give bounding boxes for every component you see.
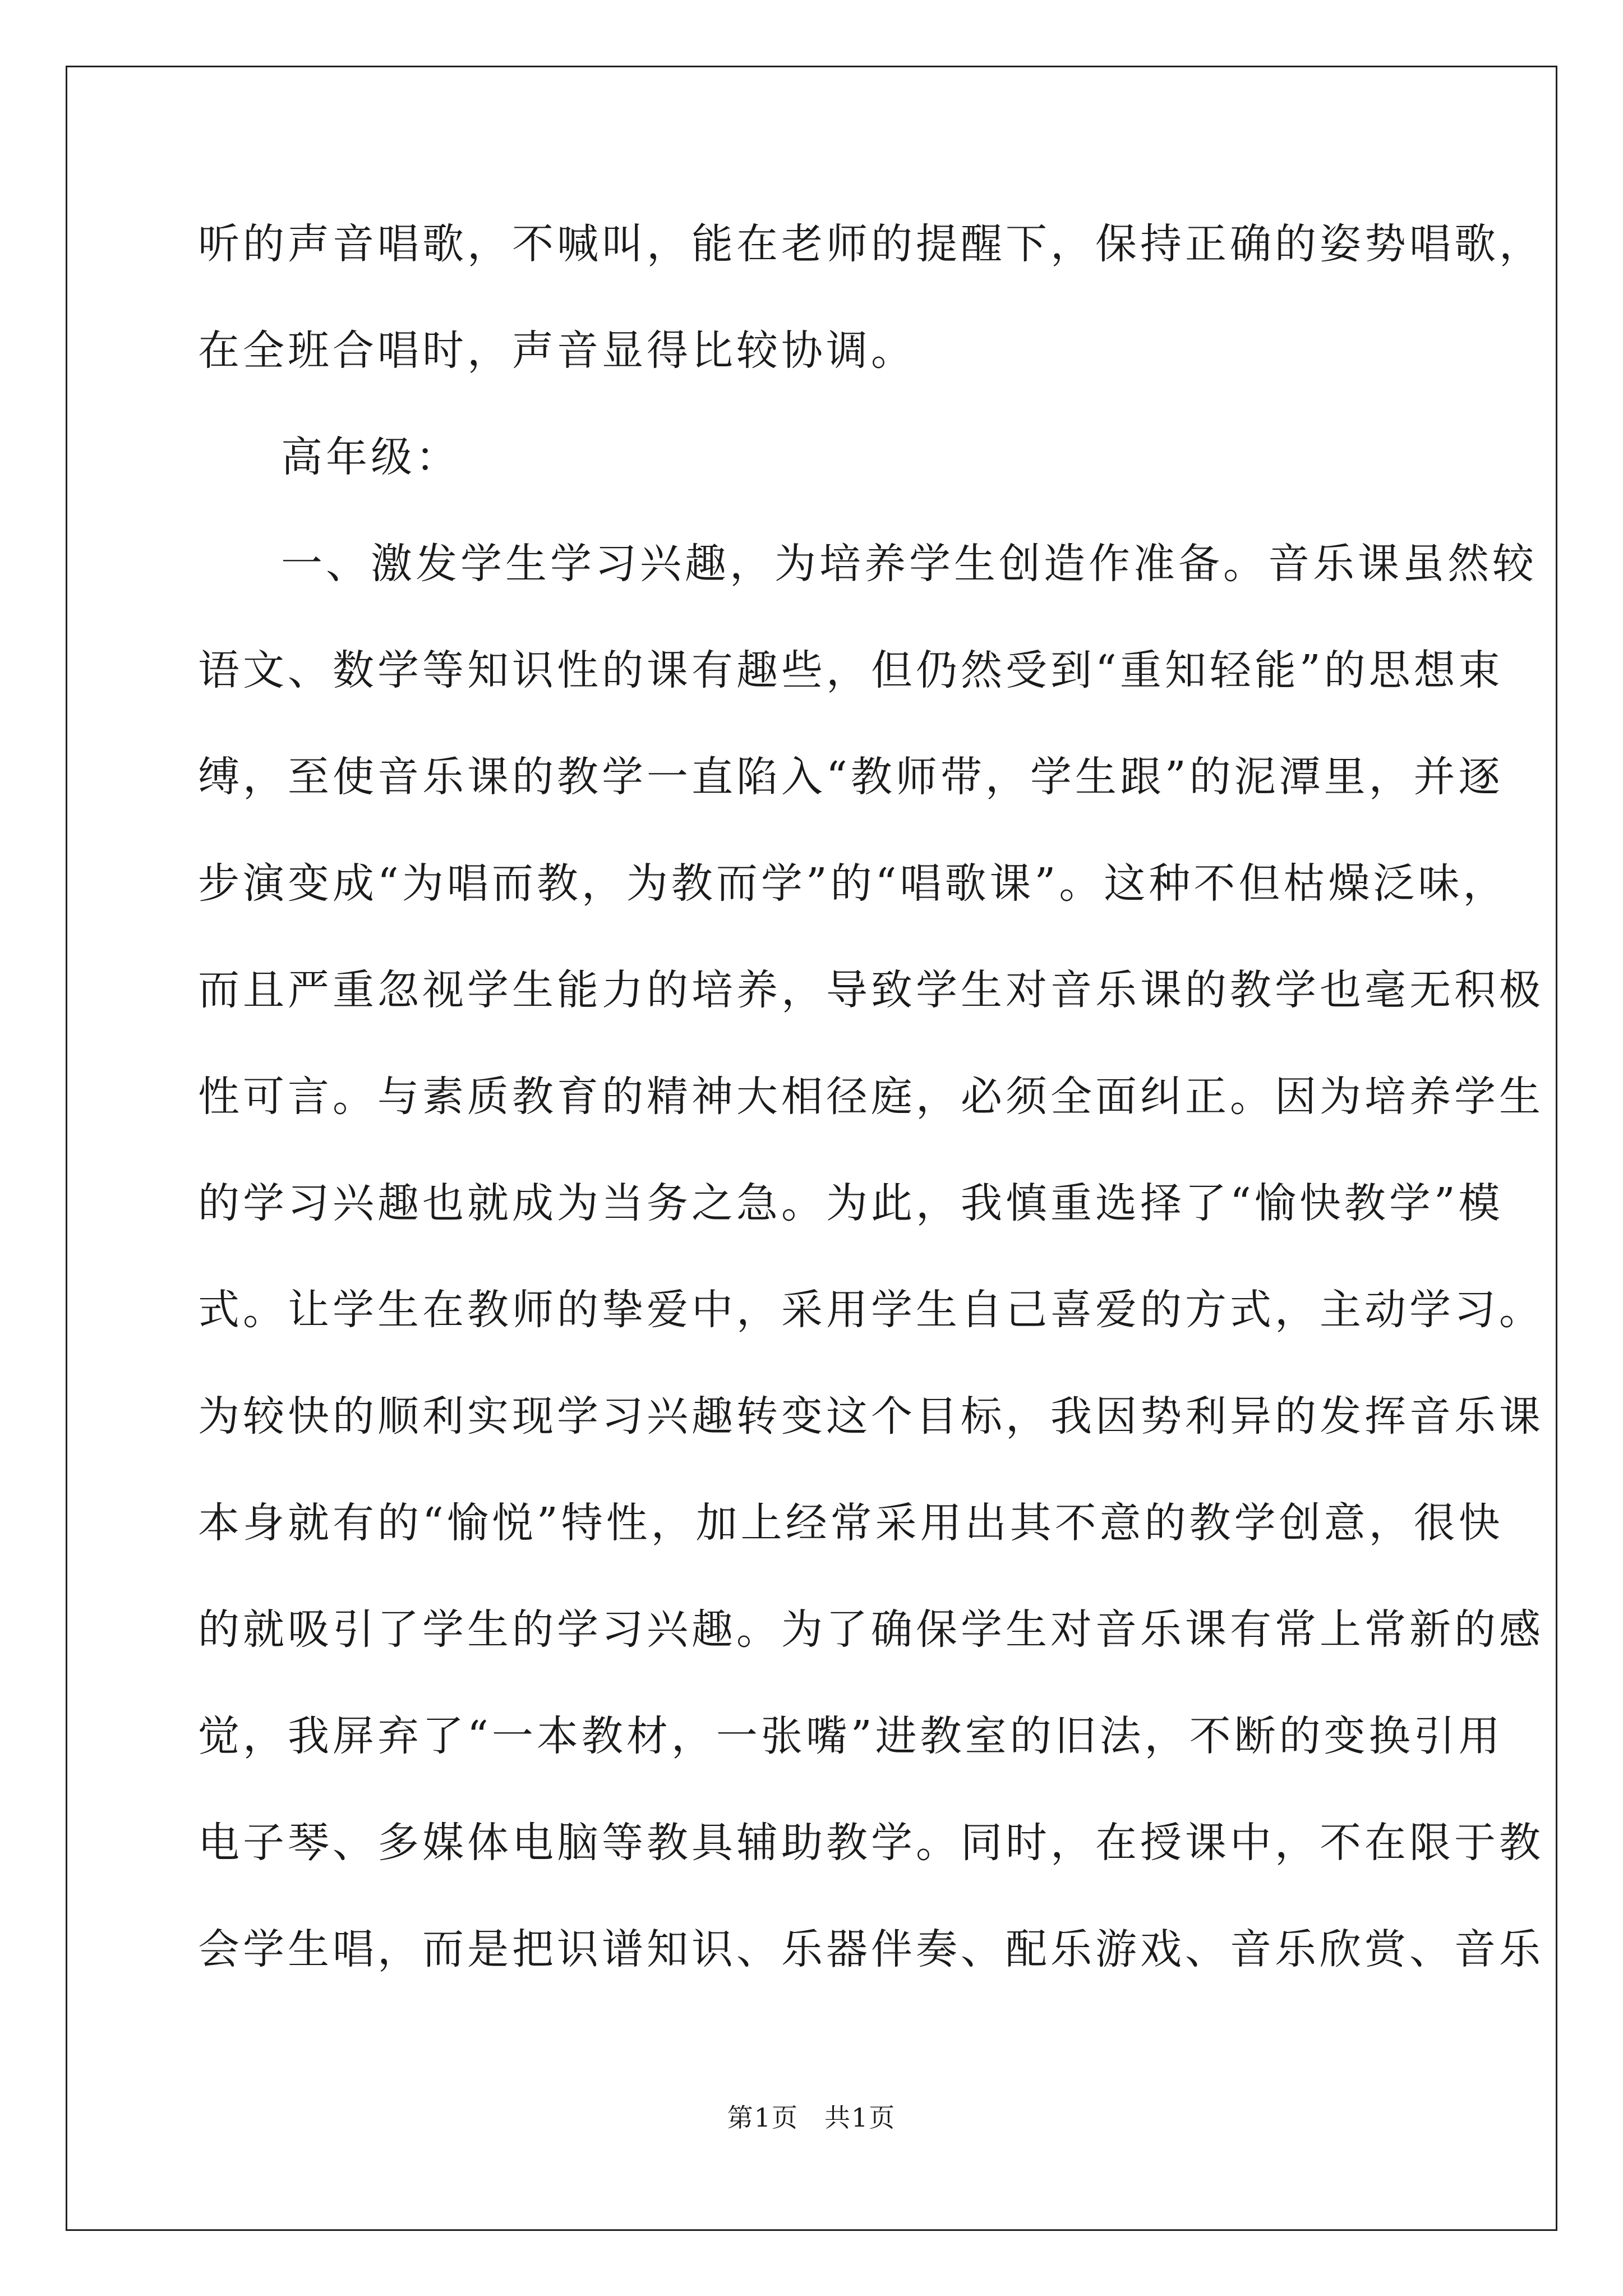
text-line-14: 的就吸引了学生的学习兴趣。为了确保学生对音乐课有常上常新的感 (198, 1605, 1544, 1654)
text-line-6: 缚，至使音乐课的教学一直陷入“教师带，学生跟”的泥潭里，并逐 (198, 753, 1504, 801)
text-line-13: 本身就有的“愉悦”特性，加上经常采用出其不意的教学创意，很快 (198, 1499, 1504, 1547)
text-line-8: 而且严重忽视学生能力的培养，导致学生对音乐课的教学也毫无积极 (198, 966, 1544, 1014)
text-line-5: 语文、数学等知识性的课有趣些，但仍然受到“重知轻能”的思想束 (198, 646, 1504, 694)
text-line-7: 步演变成“为唱而教，为教而学”的“唱歌课”。这种不但枯燥泛味， (198, 859, 1508, 908)
text-line-1: 听的声音唱歌，不喊叫，能在老师的提醒下，保持正确的姿势唱歌， (198, 220, 1544, 268)
text-line-9: 性可言。与素质教育的精神大相径庭，必须全面纠正。因为培养学生 (198, 1073, 1544, 1121)
section-heading: 高年级： (281, 433, 460, 481)
document-body (198, 213, 1544, 2025)
text-line-10: 的学习兴趣也就成为当务之急。为此，我慎重选择了“愉快教学”模 (198, 1179, 1504, 1227)
page-footer (0, 2101, 1623, 2134)
page-number-current: 第1页 (727, 2102, 799, 2133)
text-line-16: 电子琴、多媒体电脑等教具辅助教学。同时，在授课中，不在限于教 (198, 1819, 1544, 1867)
text-line-15: 觉，我屏弃了“一本教材，一张嘴”进教室的旧法，不断的变换引用 (198, 1712, 1504, 1760)
page-number-total: 共1页 (824, 2102, 896, 2133)
text-line-11: 式。让学生在教师的挚爱中，采用学生自己喜爱的方式，主动学习。 (198, 1286, 1544, 1334)
text-line-17: 会学生唱，而是把识谱知识、乐器伴奏、配乐游戏、音乐欣赏、音乐 (198, 1925, 1544, 1973)
text-line-12: 为较快的顺利实现学习兴趣转变这个目标，我因势利异的发挥音乐课 (198, 1392, 1544, 1441)
paragraph-start: 一、激发学生学习兴趣，为培养学生创造作准备。音乐课虽然较 (281, 540, 1537, 588)
text-line-2: 在全班合唱时，声音显得比较协调。 (198, 326, 916, 375)
